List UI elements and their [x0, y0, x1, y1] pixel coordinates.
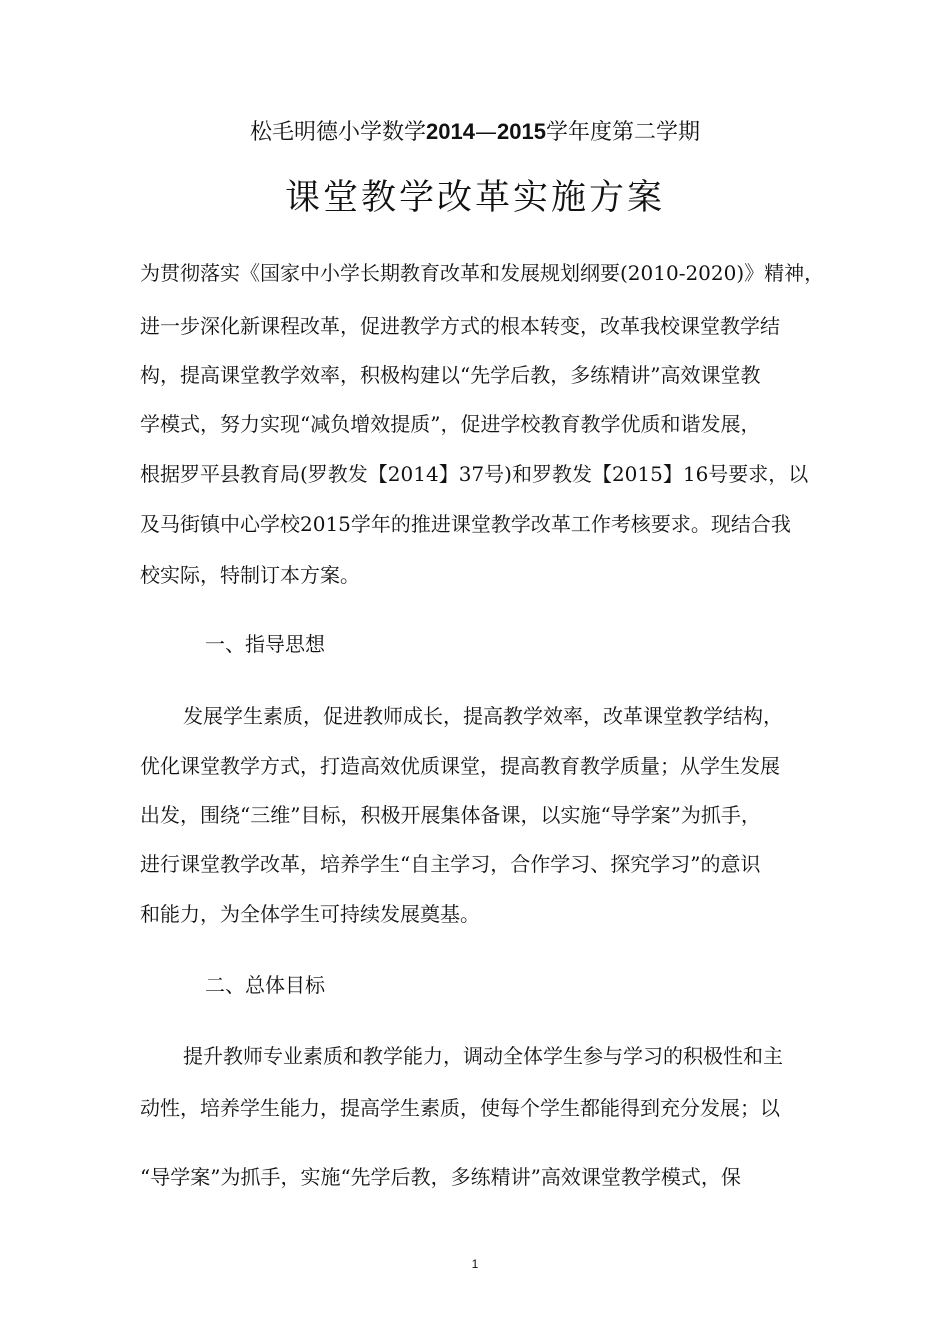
intro-line: 构，提高课堂教学效率，积极构建以“先学后教，多练精讲”高效课堂教	[140, 363, 761, 387]
intro-line: 根据罗平县教育局(罗教发【2014】37号)和罗教发【2015】16号要求，以	[140, 462, 809, 486]
intro-line: 及马街镇中心学校2015学年的推进课堂教学改革工作考核要求。现结合我	[140, 512, 791, 536]
title-year-start: 2014	[426, 119, 475, 144]
section1-line: 进行课堂教学改革，培养学生“自主学习，合作学习、探究学习”的意识	[140, 852, 761, 876]
section1-line: 发展学生素质，促进教师成长，提高教学效率，改革课堂教学结构，	[183, 704, 783, 728]
title-dash: —	[475, 120, 497, 145]
section2-line: 提升教师专业素质和教学能力，调动全体学生参与学习的积极性和主	[183, 1044, 783, 1068]
document-subtitle: 课堂教学改革实施方案	[284, 178, 665, 218]
section1-line: 优化课堂教学方式，打造高效优质课堂，提高教育教学质量；从学生发展	[140, 754, 780, 778]
intro-line: 进一步深化新课程改革，促进教学方式的根本转变，改革我校课堂教学结	[140, 314, 780, 338]
page-number: 1	[471, 1257, 479, 1271]
section-heading-guiding-ideology: 一、指导思想	[205, 632, 325, 656]
title-year-end: 2015	[497, 119, 546, 144]
section-heading-overall-goals: 二、总体目标	[205, 973, 325, 997]
intro-line: 为贯彻落实《国家中小学长期教育改革和发展规划纲要(2010-2020)》精神，	[140, 261, 825, 285]
section2-line: “导学案”为抓手，实施“先学后教，多练精讲”高效课堂教学模式，保	[140, 1165, 741, 1189]
title-suffix: 学年度第二学期	[545, 120, 700, 145]
document-title	[0, 112, 950, 153]
intro-line: 学模式，努力实现“减负增效提质”，促进学校教育教学优质和谐发展，	[140, 412, 761, 436]
intro-line: 校实际，特制订本方案。	[140, 563, 360, 587]
section2-line: 动性，培养学生能力，提高学生素质，使每个学生都能得到充分发展；以	[140, 1096, 780, 1120]
title-prefix: 松毛明德小学数学	[250, 120, 427, 145]
section1-line: 和能力，为全体学生可持续发展奠基。	[140, 902, 480, 926]
section1-line: 出发，围绕“三维”目标，积极开展集体备课，以实施“导学案”为抓手，	[140, 803, 761, 827]
